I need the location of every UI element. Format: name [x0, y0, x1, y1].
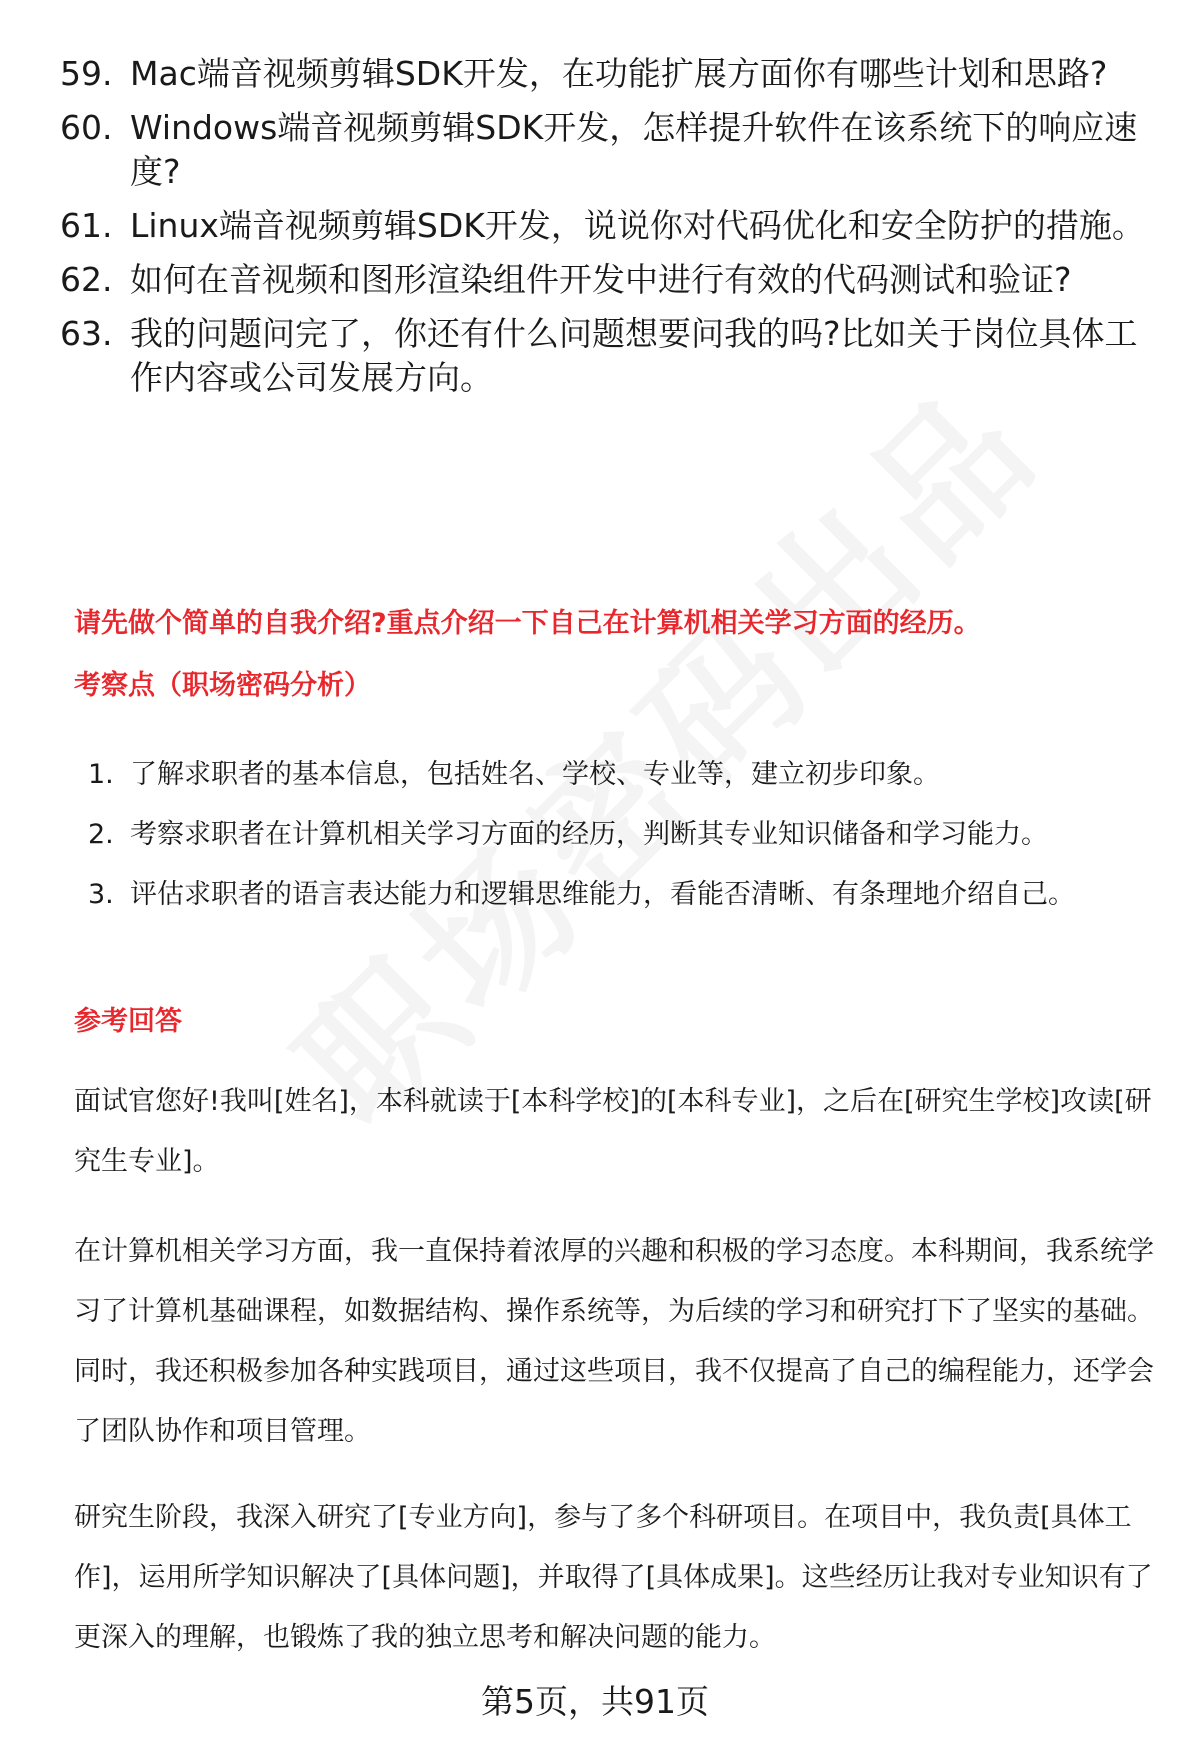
answer-paragraph: 面试官您好!我叫[姓名]，本科就读于[本科学校]的[本科专业]，之后在[研究生学校]攻读[研究生专业]。 [74, 1086, 1152, 1177]
section-title: 请先做个简单的自我介绍?重点介绍一下自己在计算机相关学习方面的经历。 [74, 608, 981, 639]
question-text: Mac端音视频剪辑SDK开发，在功能扩展方面你有哪些计划和思路? [130, 54, 1108, 93]
answer-paragraph: 研究生阶段，我深入研究了[专业方向]，参与了多个科研项目。在项目中，我负责[具体工作]，运用所学知识解决了[具体问题]，并取得了[具体成果]。这些经历让我对专业知识有了更深入的理解，也锻炼了我的独立思考和解决问题的能力。 [74, 1502, 1153, 1653]
analysis-points [88, 745, 1148, 925]
page-footer: 第5页，共91页 [481, 1682, 709, 1721]
point-text: 考察求职者在计算机相关学习方面的经历，判断其专业知识储备和学习能力。 [130, 819, 1048, 850]
analysis-point [88, 865, 1148, 925]
question-number: 62. [60, 260, 113, 299]
point-text: 评估求职者的语言表达能力和逻辑思维能力，看能否清晰、有条理地介绍自己。 [130, 879, 1075, 910]
question-item [60, 312, 1170, 400]
question-item [60, 106, 1170, 194]
question-text: 我的问题问完了，你还有什么问题想要问我的吗?比如关于岗位具体工作内容或公司发展方向。 [130, 314, 1138, 397]
question-number: 61. [60, 206, 113, 245]
question-item [60, 204, 1170, 248]
point-number: 2. [88, 819, 114, 850]
question-list [60, 52, 1170, 410]
question-item [60, 258, 1170, 302]
point-number: 3. [88, 879, 114, 910]
question-text: Linux端音视频剪辑SDK开发，说说你对代码优化和安全防护的措施。 [130, 206, 1145, 245]
point-number: 1. [88, 759, 114, 790]
analysis-point [88, 805, 1148, 865]
question-text: Windows端音视频剪辑SDK开发，怎样提升软件在该系统下的响应速度? [130, 108, 1138, 191]
question-number: 63. [60, 314, 113, 353]
question-item [60, 52, 1170, 96]
question-text: 如何在音视频和图形渲染组件开发中进行有效的代码测试和验证? [130, 260, 1072, 299]
question-number: 60. [60, 108, 113, 147]
section-subtitle: 考察点（职场密码分析） [74, 670, 371, 701]
question-number: 59. [60, 54, 113, 93]
answer-paragraph: 在计算机相关学习方面，我一直保持着浓厚的兴趣和积极的学习态度。本科期间，我系统学习了计算机基础课程，如数据结构、操作系统等，为后续的学习和研究打下了坚实的基础。同时，我还积极参加各种实践项目，通过这些项目，我不仅提高了自己的编程能力，还学会了团队协作和项目管理。 [74, 1236, 1154, 1447]
analysis-point [88, 745, 1148, 805]
point-text: 了解求职者的基本信息，包括姓名、学校、专业等，建立初步印象。 [130, 759, 940, 790]
reference-answer-title: 参考回答 [74, 1006, 182, 1037]
